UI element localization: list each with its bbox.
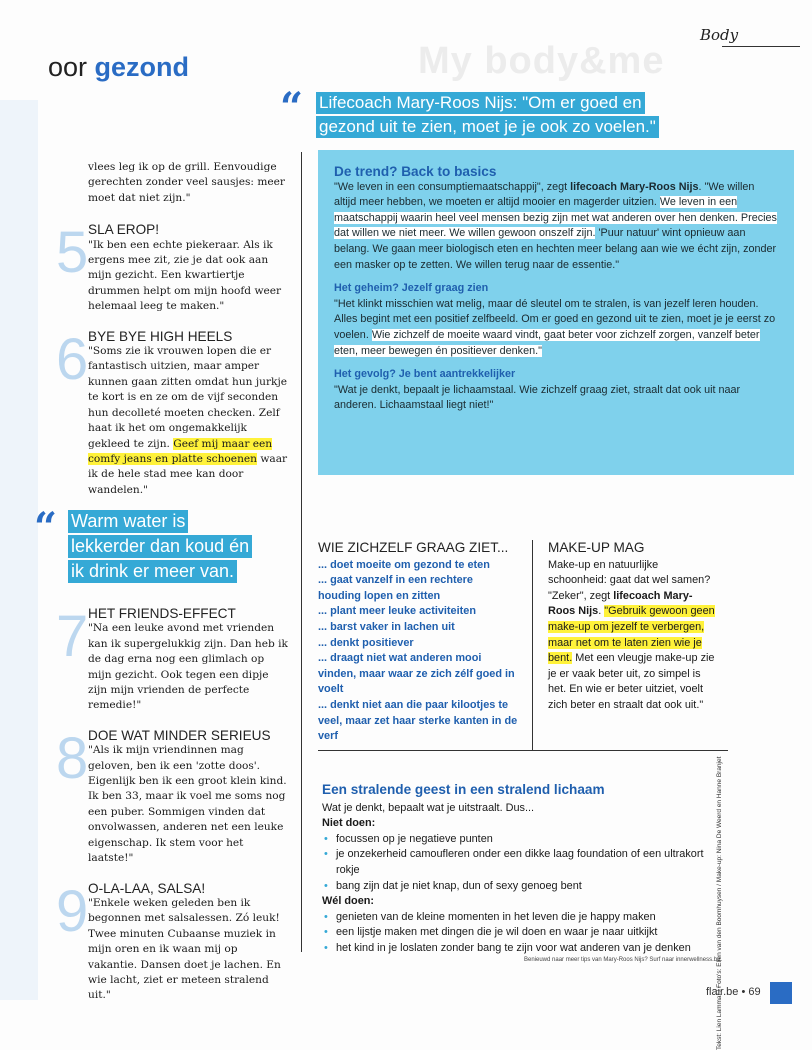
left-quote-line-2: lekkerder dan koud én — [68, 535, 252, 558]
bold-run: lifecoach Mary-Roos Nijs — [548, 589, 693, 618]
section-tag: Body — [700, 26, 739, 44]
tip-6 — [56, 326, 288, 498]
headline-prefix: oor — [48, 52, 88, 82]
makeup-title: MAKE-UP MAG — [548, 540, 645, 555]
list-item: ... doet moeite om gezond te eten — [318, 558, 490, 571]
tip-8 — [56, 725, 288, 867]
website-note: Benieuwd naar meer tips van Mary-Roos Nijs? Surf naar innerwellness.be. — [524, 957, 723, 963]
trend-subheading-2: Het gevolg? Je bent aantrekkelijker — [334, 368, 516, 381]
left-quote-line-1: Warm water is — [68, 510, 188, 533]
page-folio: flair.be • 69 — [706, 986, 761, 998]
list-title: WIE ZICHZELF GRAAG ZIET... — [318, 540, 509, 555]
highlighted-text: Geef mij maar een comfy jeans en platte schoenen — [88, 437, 273, 465]
tip-body: "Als ik mijn vriendinnen mag geloven, ben ik een 'zotte doos'. Eigenlijk ben ik een groot klein kind. Ik ben 33, maar ik voel me soms nog een puber. Sommigen vinden dat onvolwassen, anderen net een leuke eigenschap. Ik stem voor het laatste!" — [88, 744, 287, 865]
quote-mark-icon: “ — [280, 84, 304, 131]
tip-body: "Ik ben een echte piekeraar. Als ik ergens mee zit, zie je dat ook aan mijn gezicht. Een kwartiertje drummen helpt om mijn hoofd weer helemaal leeg te maken." — [88, 238, 282, 313]
self-love-list — [318, 540, 518, 745]
tip-number: 6 — [56, 326, 89, 392]
list-item: • een lijstje maken met dingen die je wil doen en waar je naar uitkijkt — [322, 925, 712, 941]
list-item: • het kind in je loslaten zonder bang te zijn voor wat anderen van je denken — [322, 941, 712, 957]
text-run: 'Puur natuur' wint opnieuw aan belang. We gaan meer biologisch eten en hechten meer belang aan wie we écht zijn, zonder een masker op te zetten. We willen terug naar de essentie." — [334, 227, 777, 271]
radiant-mind-section — [322, 782, 712, 957]
list-item: • je onzekerheid camoufleren onder een dikke laag foundation of een ultrakort rokje — [322, 847, 712, 878]
intro-paragraph: vlees leg ik op de grill. Eenvoudige gerechten zonder veel sausjes: meer moet dat niet zijn." — [88, 161, 285, 204]
text-run: Met een vleugje make-up zie je er vaak beter uit, zo simpel is het. En wie er beter uitziet, voelt zich beter en straalt dat ook uit." — [548, 652, 715, 711]
trend-box — [318, 150, 794, 475]
text-run: . — [598, 605, 605, 618]
tip-title: DOE WAT MINDER SERIEUS — [88, 727, 271, 743]
list-item: • genieten van de kleine momenten in het leven die je happy maken — [322, 910, 712, 926]
tip-7 — [56, 604, 288, 714]
tip-body — [88, 344, 288, 498]
column-divider — [532, 540, 533, 750]
tip-body: "Enkele weken geleden ben ik begonnen met salsalessen. Zó leuk! Twee minuten Cubaanse muziek in mijn oren en ik waan mij op vakantie. Dansen doet je lachen. En wie lacht, ziet er meteen stralend uit." — [88, 896, 281, 1002]
trend-subheading-1: Het geheim? Jezelf graag zien — [334, 282, 489, 295]
bold-run: lifecoach Mary-Roos Nijs — [570, 180, 699, 193]
highlighted-text: Wie zichzelf de moeite waard vindt, gaat beter voor zichzelf zorgen, vanzelf beter eten, meer bewegen én positiever denken." — [334, 328, 760, 357]
trend-paragraph-2 — [334, 297, 778, 359]
section-divider — [318, 750, 728, 751]
list-item: ... denkt niet aan die paar kilootjes te veel, maar zet haar sterke kanten in de verf — [318, 698, 518, 743]
trend-title: De trend? Back to basics — [334, 164, 497, 179]
left-quote-line-3: ik drink er meer van. — [68, 560, 237, 583]
list-item: ... denkt positiever — [318, 636, 414, 649]
photo-credit: Tekst: Lien Lammar / Foto's: Ellen van den Boomhuysen / Make-up: Nina De Weerd en Hanne Branjet — [716, 756, 723, 1050]
do-heading: Wél doen: — [322, 895, 375, 908]
tip-body: "Na een leuke avond met vrienden kan ik supergelukkig zijn. Dan heb ik de dag erna nog een glimlach op mijn gezicht. Ook tegen een dipje zijn mijn vrienden de perfecte remedie!" — [88, 622, 288, 712]
page-headline — [48, 52, 189, 83]
section-tag-rule — [722, 46, 800, 47]
highlighted-text: "Gebruik gewoon geen make-up om jezelf te verbergen, maar net om te laten zien wie je bent. — [548, 605, 715, 665]
tip-5 — [56, 220, 288, 314]
headline-accent: gezond — [94, 52, 190, 82]
text-run: . "We willen altijd meer hebben, we moeten er altijd mooier en magerder uitzien. — [334, 180, 755, 209]
list-item: ... plant meer leuke activiteiten — [318, 605, 476, 618]
tip-9 — [56, 878, 288, 1004]
tip-number: 7 — [56, 604, 89, 669]
list-item: • bang zijn dat je niet knap, dun of sexy genoeg bent — [322, 879, 712, 895]
trend-paragraph-3: "Wat je denkt, bepaalt je lichaamstaal. Wie zichzelf graag ziet, straalt dat ook uit naar anderen. Lichaamstaal liegt niet!" — [334, 383, 741, 412]
trend-paragraph-1 — [334, 180, 778, 274]
bottom-title: Een stralende geest in een stralend lichaam — [322, 782, 605, 797]
tip-number: 5 — [56, 220, 89, 286]
tip-title: BYE BYE HIGH HEELS — [88, 328, 233, 344]
tip-title: HET FRIENDS-EFFECT — [88, 606, 236, 621]
tip-body-tail: waar ik de hele stad mee kan door wandelen." — [88, 452, 288, 496]
tip-title: SLA EROP! — [88, 222, 160, 238]
left-column — [56, 160, 288, 498]
makeup-paragraph — [548, 558, 718, 714]
left-column-lower — [56, 604, 288, 1004]
tip-body-text: "Soms zie ik vrouwen lopen die er fantastisch uitzien, maar amper kunnen gaan zitten omdat hun jurkje te kort is en ze om de vijf seconden hun decolleté moeten checken. Zelf haat ik het om ongemakkelijk gekleed te zijn. — [88, 345, 288, 450]
text-run: Make-up en natuurlijke schoonheid: gaat dat wel samen? "Zeker", zegt — [548, 558, 711, 602]
tip-number: 8 — [56, 725, 89, 791]
top-quote-line-2: gezond uit te zien, moet je je ook zo voelen." — [316, 116, 659, 138]
quote-mark-icon: “ — [34, 504, 58, 551]
highlighted-text: We leven in een maatschappij waarin heel veel mensen bezig zijn met wat anderen over hen denken. Precies dat willen we niet meer. We willen gewoon onszelf zijn. — [334, 196, 777, 240]
list-item: ... barst vaker in lachen uit — [318, 620, 455, 633]
makeup-column — [548, 540, 718, 714]
tip-title: O-LA-LAA, SALSA! — [88, 880, 206, 896]
list-item: • focussen op je negatieve punten — [322, 832, 712, 848]
top-quote-line-1: Lifecoach Mary-Roos Nijs: "Om er goed en — [316, 92, 645, 114]
page-tab-marker — [770, 982, 792, 1004]
text-run: "We leven in een consumptiemaatschappij", zegt — [334, 180, 571, 193]
background-title: My body&me — [418, 40, 665, 82]
tip-number: 9 — [56, 878, 89, 944]
bottom-intro: Wat je denkt, bepaalt wat je uitstraalt. Dus... — [322, 801, 535, 814]
list-item: ... gaat vanzelf in een rechtere houding lopen en zitten — [318, 574, 473, 602]
text-run: "Het klinkt misschien wat melig, maar dé sleutel om te stralen, is van jezelf leren houden. Alles begint met een positief zelfbeeld. Om er goed en gezond uit te zien, moet je je eerst zo voelen. — [334, 297, 776, 341]
column-divider — [301, 152, 302, 952]
dont-heading: Niet doen: — [322, 817, 376, 830]
list-item: ... draagt niet wat anderen mooi vinden, maar waar ze zich zélf goed in voelt — [318, 652, 515, 696]
margin-shade — [0, 100, 38, 1000]
